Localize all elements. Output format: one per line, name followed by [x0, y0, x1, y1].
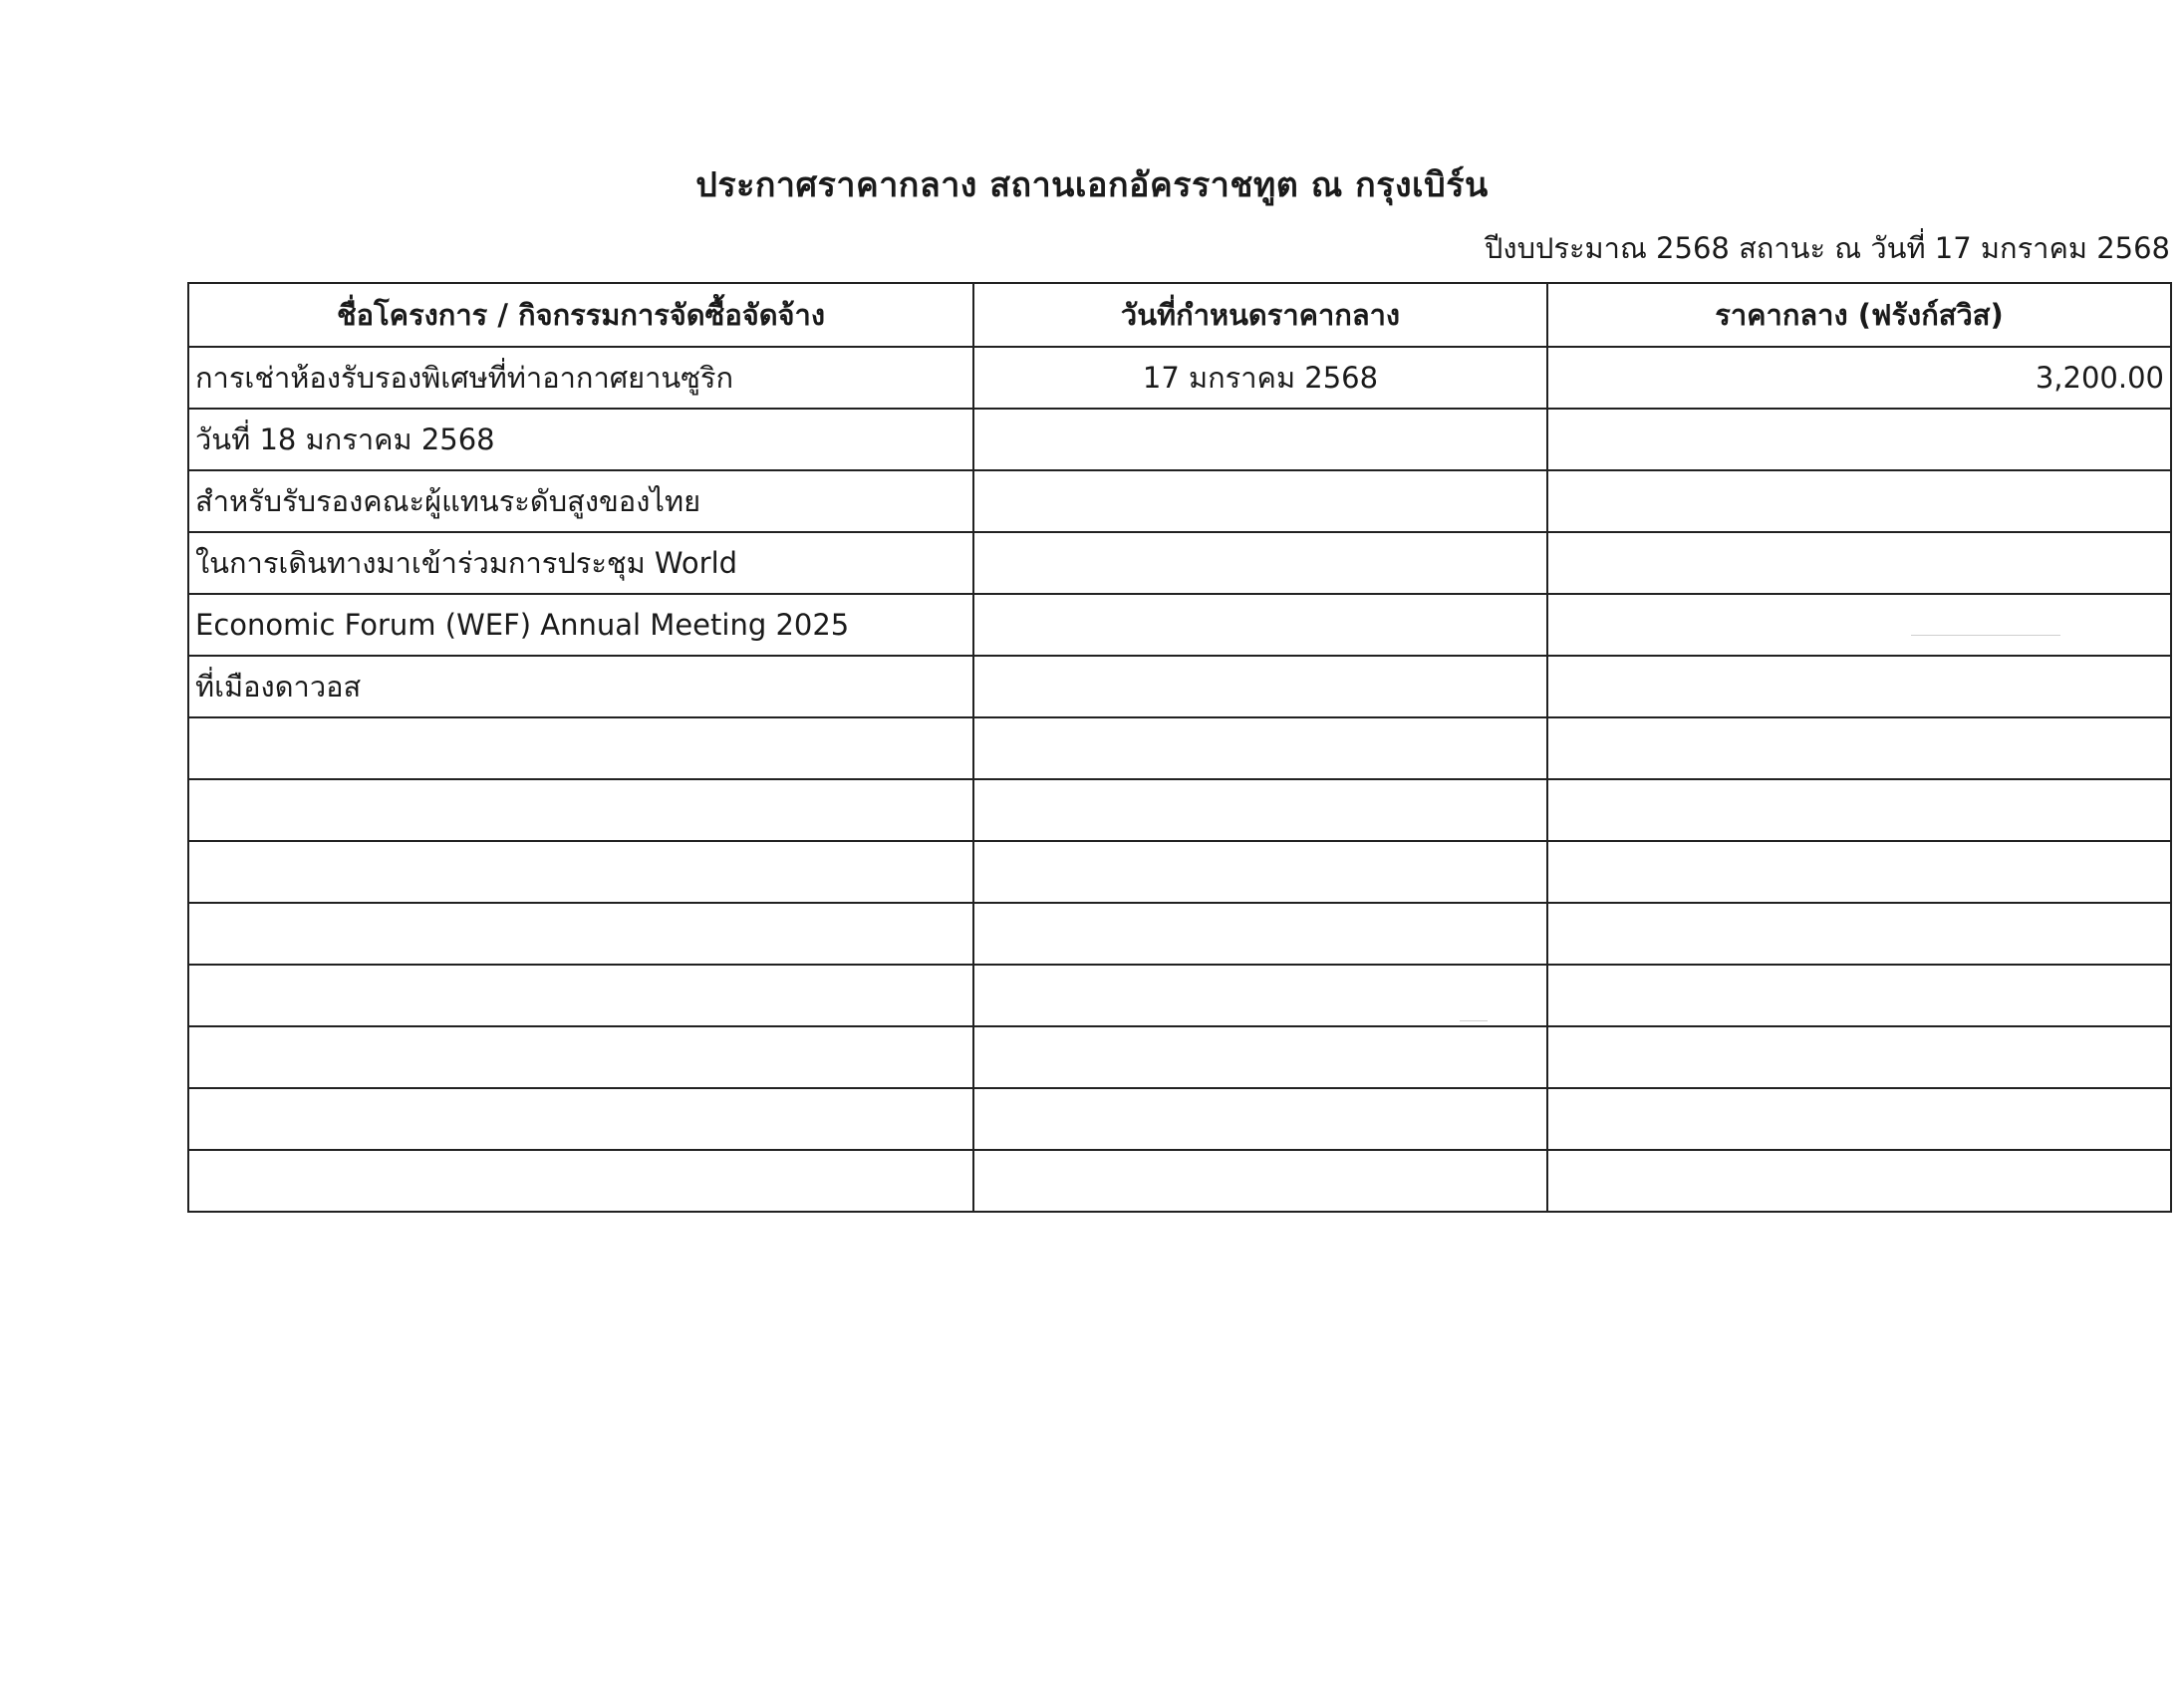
cell-project-name [188, 1150, 973, 1212]
cell-price-date [973, 1150, 1547, 1212]
cell-price-date [973, 965, 1547, 1026]
table-row [188, 1026, 2171, 1088]
cell-project-name [188, 779, 973, 841]
cell-project-name [188, 903, 973, 965]
cell-project-name: วันที่ 18 มกราคม 2568 [188, 409, 973, 470]
cell-project-name [188, 965, 973, 1026]
cell-project-name [188, 717, 973, 779]
cell-price-date [973, 532, 1547, 594]
cell-price-date [973, 779, 1547, 841]
table-row [188, 841, 2171, 903]
table-row [188, 779, 2171, 841]
cell-price-date [973, 717, 1547, 779]
cell-price-date [973, 903, 1547, 965]
cell-reference-price [1547, 409, 2171, 470]
header-reference-price: ราคากลาง (ฟรังก์สวิส) [1547, 283, 2171, 347]
table-row [188, 717, 2171, 779]
cell-project-name [188, 1026, 973, 1088]
cell-price-date [973, 594, 1547, 656]
cell-reference-price [1547, 903, 2171, 965]
table-row [188, 594, 2171, 656]
cell-price-date [973, 470, 1547, 532]
cell-reference-price [1547, 470, 2171, 532]
table-row [188, 903, 2171, 965]
cell-project-name [188, 841, 973, 903]
header-price-date: วันที่กำหนดราคากลาง [973, 283, 1547, 347]
cell-reference-price [1547, 1150, 2171, 1212]
cell-price-date [973, 1088, 1547, 1150]
cell-project-name: ที่เมืองดาวอส [188, 656, 973, 717]
table-row [188, 1150, 2171, 1212]
cell-price-date [973, 1026, 1547, 1088]
scan-mark [1460, 1020, 1488, 1021]
cell-reference-price [1547, 1026, 2171, 1088]
cell-reference-price [1547, 965, 2171, 1026]
table-row [188, 347, 2171, 409]
cell-project-name: Economic Forum (WEF) Annual Meeting 2025 [188, 594, 973, 656]
cell-reference-price [1547, 656, 2171, 717]
scan-mark [1911, 635, 2060, 636]
cell-price-date [973, 841, 1547, 903]
cell-reference-price [1547, 1088, 2171, 1150]
cell-project-name: ในการเดินทางมาเข้าร่วมการประชุม World [188, 532, 973, 594]
cell-reference-price [1547, 594, 2171, 656]
cell-price-date [973, 409, 1547, 470]
cell-reference-price [1547, 841, 2171, 903]
table-row [188, 656, 2171, 717]
reference-price-table [187, 282, 2172, 1213]
table-row [188, 409, 2171, 470]
cell-reference-price [1547, 532, 2171, 594]
table-header-row [188, 283, 2171, 347]
page-title: ประกาศราคากลาง สถานเอกอัครราชทูต ณ กรุงเบิร์น [695, 165, 1489, 205]
cell-reference-price [1547, 779, 2171, 841]
table-row [188, 965, 2171, 1026]
status-date-line: ปีงบประมาณ 2568 สถานะ ณ วันที่ 17 มกราคม 2568 [1485, 231, 2170, 265]
table-row [188, 532, 2171, 594]
cell-price-date [973, 656, 1547, 717]
table-row [188, 470, 2171, 532]
cell-reference-price [1547, 717, 2171, 779]
cell-price-date: 17 มกราคม 2568 [973, 347, 1547, 409]
table-row [188, 1088, 2171, 1150]
cell-project-name: การเช่าห้องรับรองพิเศษที่ท่าอากาศยานซูริก [188, 347, 973, 409]
header-project-name: ชื่อโครงการ / กิจกรรมการจัดซื้อจัดจ้าง [188, 283, 973, 347]
cell-reference-price: 3,200.00 [1547, 347, 2171, 409]
cell-project-name: สำหรับรับรองคณะผู้แทนระดับสูงของไทย [188, 470, 973, 532]
cell-project-name [188, 1088, 973, 1150]
